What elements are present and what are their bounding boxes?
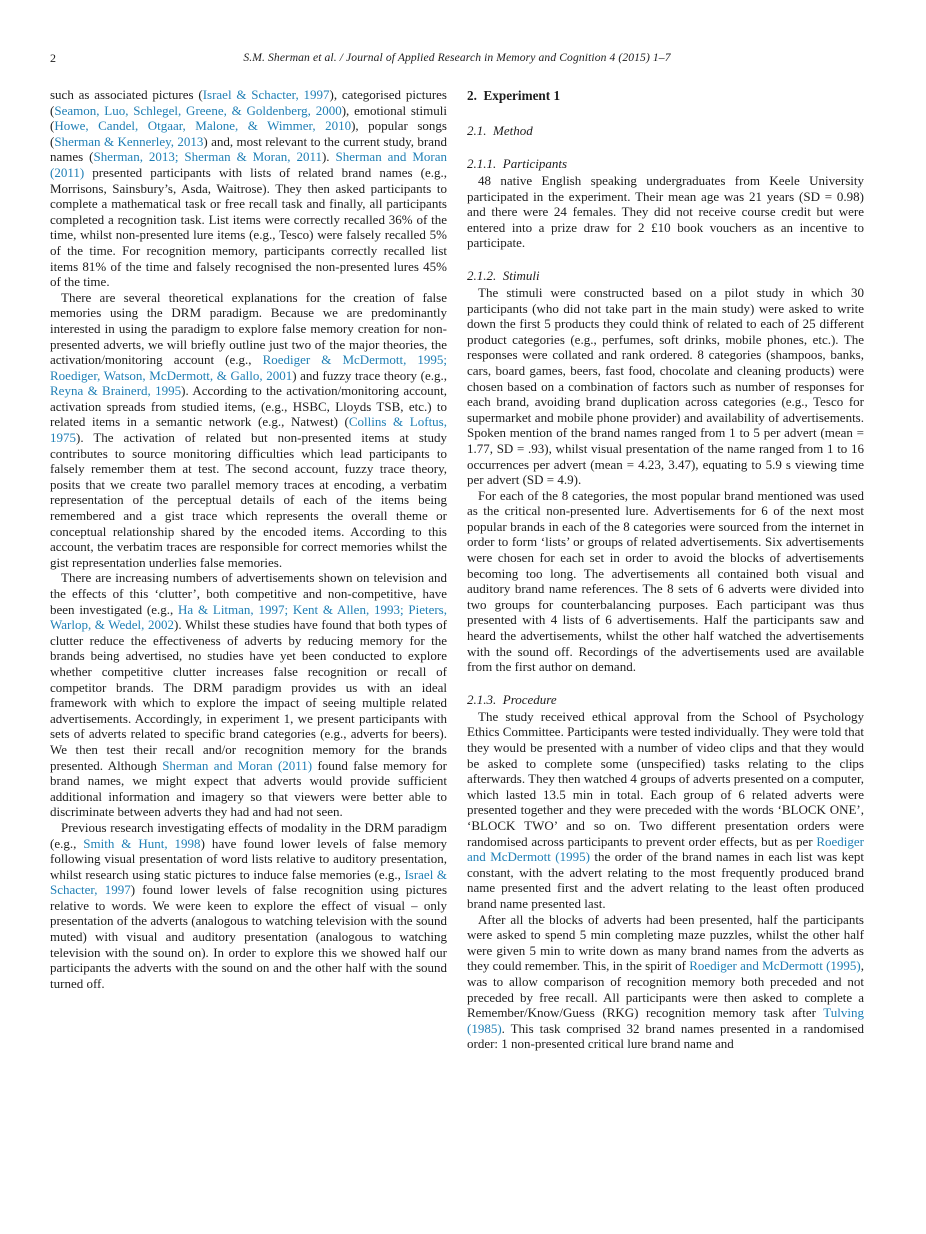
text-run: For each of the 8 categories, the most popular brand mentioned was used as the critical non-presented lure. Advertisements for 6 of the next most popular brands in each of the 8 categories were sourced from the internet in order to form ‘lists’ or groups of related advertisements. Six advertisements were chosen for each set in order to avoid the blocks of advertisements becoming too long. The advertisements all contained both visual and auditory brand name references. The 8 sets of 6 adverts were divided into two groups for counterbalancing purposes. Each participant was thus presented with 4 lists of 6 advertisements. Half the participants saw and heard the advertisements, whilst the other half watched the advertisements with the sound off. Recordings of the advertisements used are available from the first author on demand. [467,487,864,675]
article-body [50,87,864,1052]
text-run: Previous research investigating effects of modality in the DRM paradigm (e.g., [50,819,447,851]
text-run: The stimuli were constructed based on a pilot study in which 30 participants (who did not take part in the main study) were asked to write down the first 5 products they could think of related to each of 25 different product categories (e.g., perfumes, soft drinks, mobile phones, etc.). The responses were collated and rank ordered. 8 categories (shampoos, banks, cars, board games, beers, fast food, chocolate and cleaning products) were chosen based on a combination of factors such as number of responses for each brand, avoiding brand duplication across categories (e.g., Tesco for supermarket and mobile phone provider) and availability of advertisements. Spoken mention of the brand names ranged from 1 to 5 per advert (mean = 1.77, SD = .93), whilst visual presentation of the name ranged from 1 to 16 occurrences per advert (mean = 4.23, 3.47), equating to 5.9 s viewing time per advert (SD = 4.9). [467,284,864,488]
citation-link[interactable]: Sherman & Kennerley, 2013 [54,133,204,149]
right-column [467,87,864,1052]
citation-link[interactable]: Collins & Loftus, 1975 [50,414,447,446]
citation-link[interactable]: Tulving (1985) [467,1005,864,1036]
text-run: . This task comprised 32 brand names presented in a randomised order: 1 non-presented critical lure brand name and [467,1020,864,1052]
paragraph [50,570,447,820]
paragraph [50,290,447,571]
page-number: 2 [50,51,56,65]
paragraph [467,709,864,912]
citation-link[interactable]: Smith & Hunt, 1998 [83,835,201,851]
citation-link[interactable]: Roediger and McDermott (1995) [689,958,861,974]
text-run: the order of the brand names in each list was kept constant, with the advert relating to the most frequently produced brand name presented first and the advert relating to the least often produced brand name presented last. [467,849,864,911]
text-run: ) and fuzzy trace theory (e.g., [292,367,447,383]
citation-link[interactable]: Reyna & Brainerd, 1995 [50,383,182,399]
text-run: ), emotional stimuli ( [50,102,447,134]
text-run: ). The activation of related but non-presented items at study contributes to source monitoring difficulties which lead participants to falsely remember them at test. The second account, fuzzy trace theory, posits that we create two parallel memory traces at encoding, a verbatim representation of the perceptual details of each of the items being remembered and a gist trace which represents the overall theme or conceptual relationship shared by the encoded items. According to this account, the verbatim traces are responsible for correct memories whilst the gist representation underlies false memories. [50,430,447,570]
citation-link[interactable]: Seamon, Luo, Schlegel, Greene, & Goldenberg, 2000 [54,102,342,118]
page-header [50,51,864,67]
text-run: After all the blocks of adverts had been presented, half the participants were asked to spend 5 min completing maze puzzles, whilst the other half were given 5 min to write down as many brand names from the adverts as they could remember. This, in the spirit of [467,911,864,974]
paragraph [467,285,864,488]
text-run: The study received ethical approval from the School of Psychology Ethics Committee. Participants were tested individually. They were told that they would be presented with a number of video clips and that they would be asked to complete some (unspecified) tasks relating to the clips afterwards. They then watched 4 groups of adverts presented on a computer, which lasted 13.5 min in total. Each group of 6 related adverts were presented together and they were preceded with the words ‘BLOCK ONE’, ‘BLOCK TWO’ and so on. Two different presentation orders were randomised across participants to prevent order effects, but as per [467,708,864,849]
text-run: 48 native English speaking undergraduates from Keele University participated in the experiment. Their mean age was 21 years (SD = 0.98) and there were 24 females. They did not receive course credit but were entered into a prize draw for 2 £10 book vouchers as an incentive to participate. [467,173,864,251]
running-head: S.M. Sherman et al. / Journal of Applied Research in Memory and Cognition 4 (2015) 1–7 [243,51,671,64]
subsection-heading: 2.1. Method [467,123,533,138]
subsubsection-heading: 2.1.1. Participants [467,156,568,171]
paragraph [467,173,864,251]
text-run: There are increasing numbers of advertisements shown on television and the effects of this ‘clutter’, both competitive and non-competitive, have been investigated (e.g., [50,570,447,617]
citation-link[interactable]: Roediger and McDermott (1995) [467,833,864,865]
text-run: presented participants with lists of related brand names (e.g., Morrisons, Sainsbury’s, Asda, Waitrose). They then asked participants to complete a mathematical task or free recall task and finally, all participants completed a recognition task. List items were correctly recalled 36% of the time, whilst non-presented lure items (e.g., Tesco) were falsely recalled 5% of the time. For recognition memory, participants correctly recalled list items 81% of the time and falsely recognised the non-presented lures 45% of the time. [50,164,447,290]
subsubsection-heading: 2.1.3. Procedure [467,691,557,707]
text-run: , was to allow comparison of recognition memory both preceded and not preceded by free recall. All participants were then asked to complete a Remember/Know/Guess (RKG) recognition memory task after [467,958,864,1021]
paragraph [50,820,447,992]
text-run: ) found lower levels of false recognition using pictures relative to words. We were keen to explore the effect of visual – only presentation of the adverts (analogous to watching television with the sound muted) with visual and auditory presentation (analogous to watching television with the sound on). In order to explore this we showed half our participants the adverts with the sound on and the other half with the sound turned off. [50,882,448,991]
citation-link[interactable]: Howe, Candel, Otgaar, Malone, & Wimmer, 2010 [54,118,352,134]
citation-link[interactable]: Sherman and Moran (2011) [50,149,447,180]
paragraph [467,488,864,675]
citation-link[interactable]: Israel & Schacter, 1997 [202,87,330,102]
text-run: ) and, most relevant to the current study, brand names ( [50,133,447,165]
text-run: ). Whilst these studies have found that both types of clutter reduce the effectiveness of adverts by reducing memory for the brands being advertised, no studies have yet been conducted to explore whether competitive clutter increases false recognition or recall of competitor brands. The DRM paradigm provides us with an ideal framework with which to explore the impact of seeing multiple related advertisements. Accordingly, in experiment 1, we present participants with sets of adverts related to specific brand categories (e.g., adverts for beers). We then test their recall and/or recognition memory for the brands presented. Although [50,617,448,773]
text-run: ), categorised pictures ( [50,87,447,118]
text-run: such as associated pictures ( [50,87,203,102]
citation-link[interactable]: Roediger & McDermott, 1995; Roediger, Watson, McDermott, & Gallo, 2001 [50,352,448,383]
citation-link[interactable]: Sherman, 2013; Sherman & Moran, 2011 [93,149,322,165]
text-run: ). According to the activation/monitoring account, activation spreads from studied items, (e.g., HSBC, Lloyds TSB, etc.) to related items in a semantic network (e.g., Natwest) ( [50,383,447,430]
citation-link[interactable]: Sherman and Moran (2011) [162,757,313,773]
text-run: ), popular songs ( [50,118,447,149]
text-run: ) have found lower levels of false memory following visual presentation of word lists relative to auditory presentation, whilst research using static pictures to induce false memories (e.g., [50,835,447,882]
text-run: There are several theoretical explanations for the creation of false memories using the DRM paradigm. Because we are predominantly interested in using the paradigm to explore false memory creation for non-presented adverts, we will briefly outline just two of the major theories, the activation/monitoring account (e.g., [50,289,447,368]
text-run: found false memory for brand names, we might expect that adverts would provide sufficient additional information and imagery so that viewers were better able to discriminate between adverts they had and had not seen. [50,757,447,820]
citation-link[interactable]: Ha & Litman, 1997; Kent & Allen, 1993; Pieters, Warlop, & Wedel, 2002 [50,601,447,633]
paragraph [467,912,864,1052]
citation-link[interactable]: Israel & Schacter, 1997 [50,866,447,898]
left-column [50,87,447,1052]
subsubsection-heading: 2.1.2. Stimuli [467,267,540,283]
text-run: ). [321,149,336,165]
section-heading: 2. Experiment 1 [467,88,561,103]
paragraph [50,87,447,290]
